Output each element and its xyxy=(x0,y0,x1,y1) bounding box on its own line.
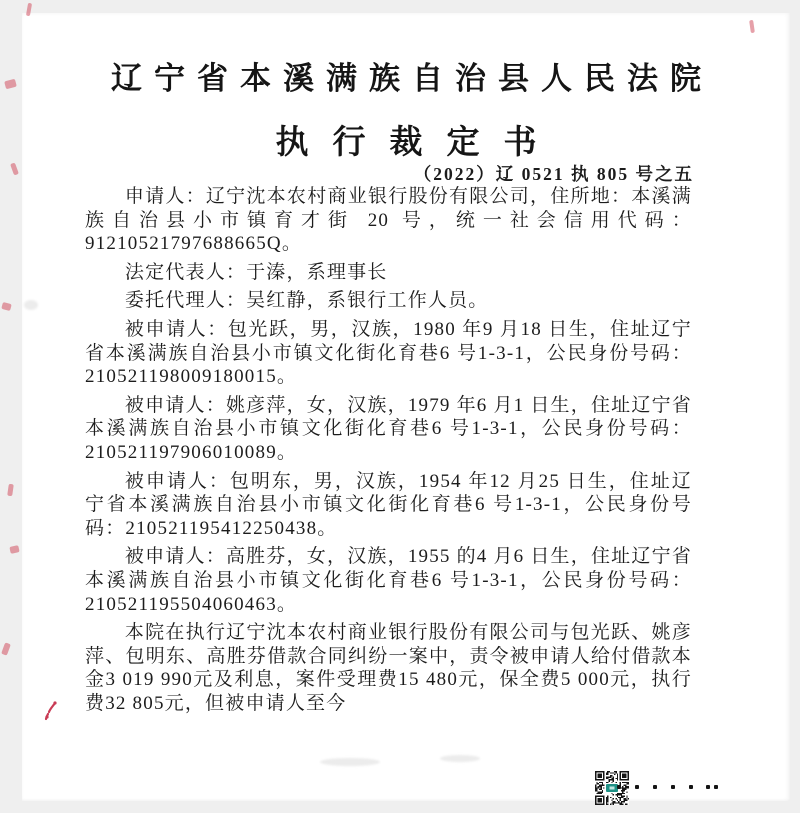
footer-dot xyxy=(635,785,639,789)
red-pen-mark-artifact xyxy=(1,642,11,655)
red-pen-mark-artifact xyxy=(10,163,19,176)
body-paragraph: 法定代表人：于溱，系理事长 xyxy=(124,261,388,283)
body-paragraph: 本院在执行辽宁沈本农村商业银行股份有限公司与包光跃、姚彦萍、包明东、高胜芬借款合同纠纷一案中，责令被申请人给付借款本金3 019 990元及利息，案件受理费15 480元，保全费5 000元，执行费32 805元，但被申请人至今 xyxy=(85,622,692,714)
document-title: 执行裁定书 xyxy=(275,125,561,161)
red-pen-mark-artifact xyxy=(9,545,19,554)
document-body xyxy=(85,185,692,720)
document-page xyxy=(22,13,790,801)
scan-smudge xyxy=(24,300,38,310)
footer-dot xyxy=(714,785,718,789)
body-paragraph: 被申请人：姚彦萍，女，汉族，1979 年6 月1 日生，住址辽宁省本溪满族自治县小市镇文化街化育巷6 号1-3-1，公民身份号码：210521197906010089。 xyxy=(85,394,692,463)
scan-smudge xyxy=(440,755,480,762)
body-paragraph: 被申请人：包明东，男，汉族，1954 年12 月25 日生，住址辽宁省本溪满族自治县小市镇文化街化育巷6 号1-3-1，公民身份号码：210521195412250438。 xyxy=(85,470,692,539)
red-pen-mark-artifact xyxy=(7,484,14,497)
body-paragraph: 申请人：辽宁沈本农村商业银行股份有限公司，住所地：本溪满族自治县小市镇育才街 20 号，统一社会信用代码：91210521797688665Q。 xyxy=(85,186,692,255)
case-number: （2022）辽 0521 执 805 号之五 xyxy=(413,164,694,184)
verification-qr-code xyxy=(595,771,629,805)
footer-dot xyxy=(706,785,710,789)
footer-dot xyxy=(671,785,675,789)
red-pen-mark-artifact xyxy=(1,302,12,311)
court-name: 辽宁省本溪满族自治县人民法院 xyxy=(111,61,713,96)
scan-smudge xyxy=(320,758,380,766)
footer-dot xyxy=(689,785,693,789)
footer-dot xyxy=(653,785,657,789)
body-paragraph: 被申请人：高胜芬，女，汉族，1955 的4 月6 日生，住址辽宁省本溪满族自治县小市镇文化街化育巷6 号1-3-1，公民身份号码：210521195504060463。 xyxy=(85,546,692,615)
red-pen-mark-artifact xyxy=(4,79,17,90)
footer-dot xyxy=(617,785,621,789)
body-paragraph: 被申请人：包光跃，男，汉族，1980 年9 月18 日生，住址辽宁省本溪满族自治县小市镇文化街化育巷6 号1-3-1，公民身份号码：210521198009180015。 xyxy=(85,318,692,388)
red-pen-squiggle-artifact xyxy=(43,700,59,722)
body-paragraph: 委托代理人：吴红静，系银行工作人员。 xyxy=(124,290,489,312)
